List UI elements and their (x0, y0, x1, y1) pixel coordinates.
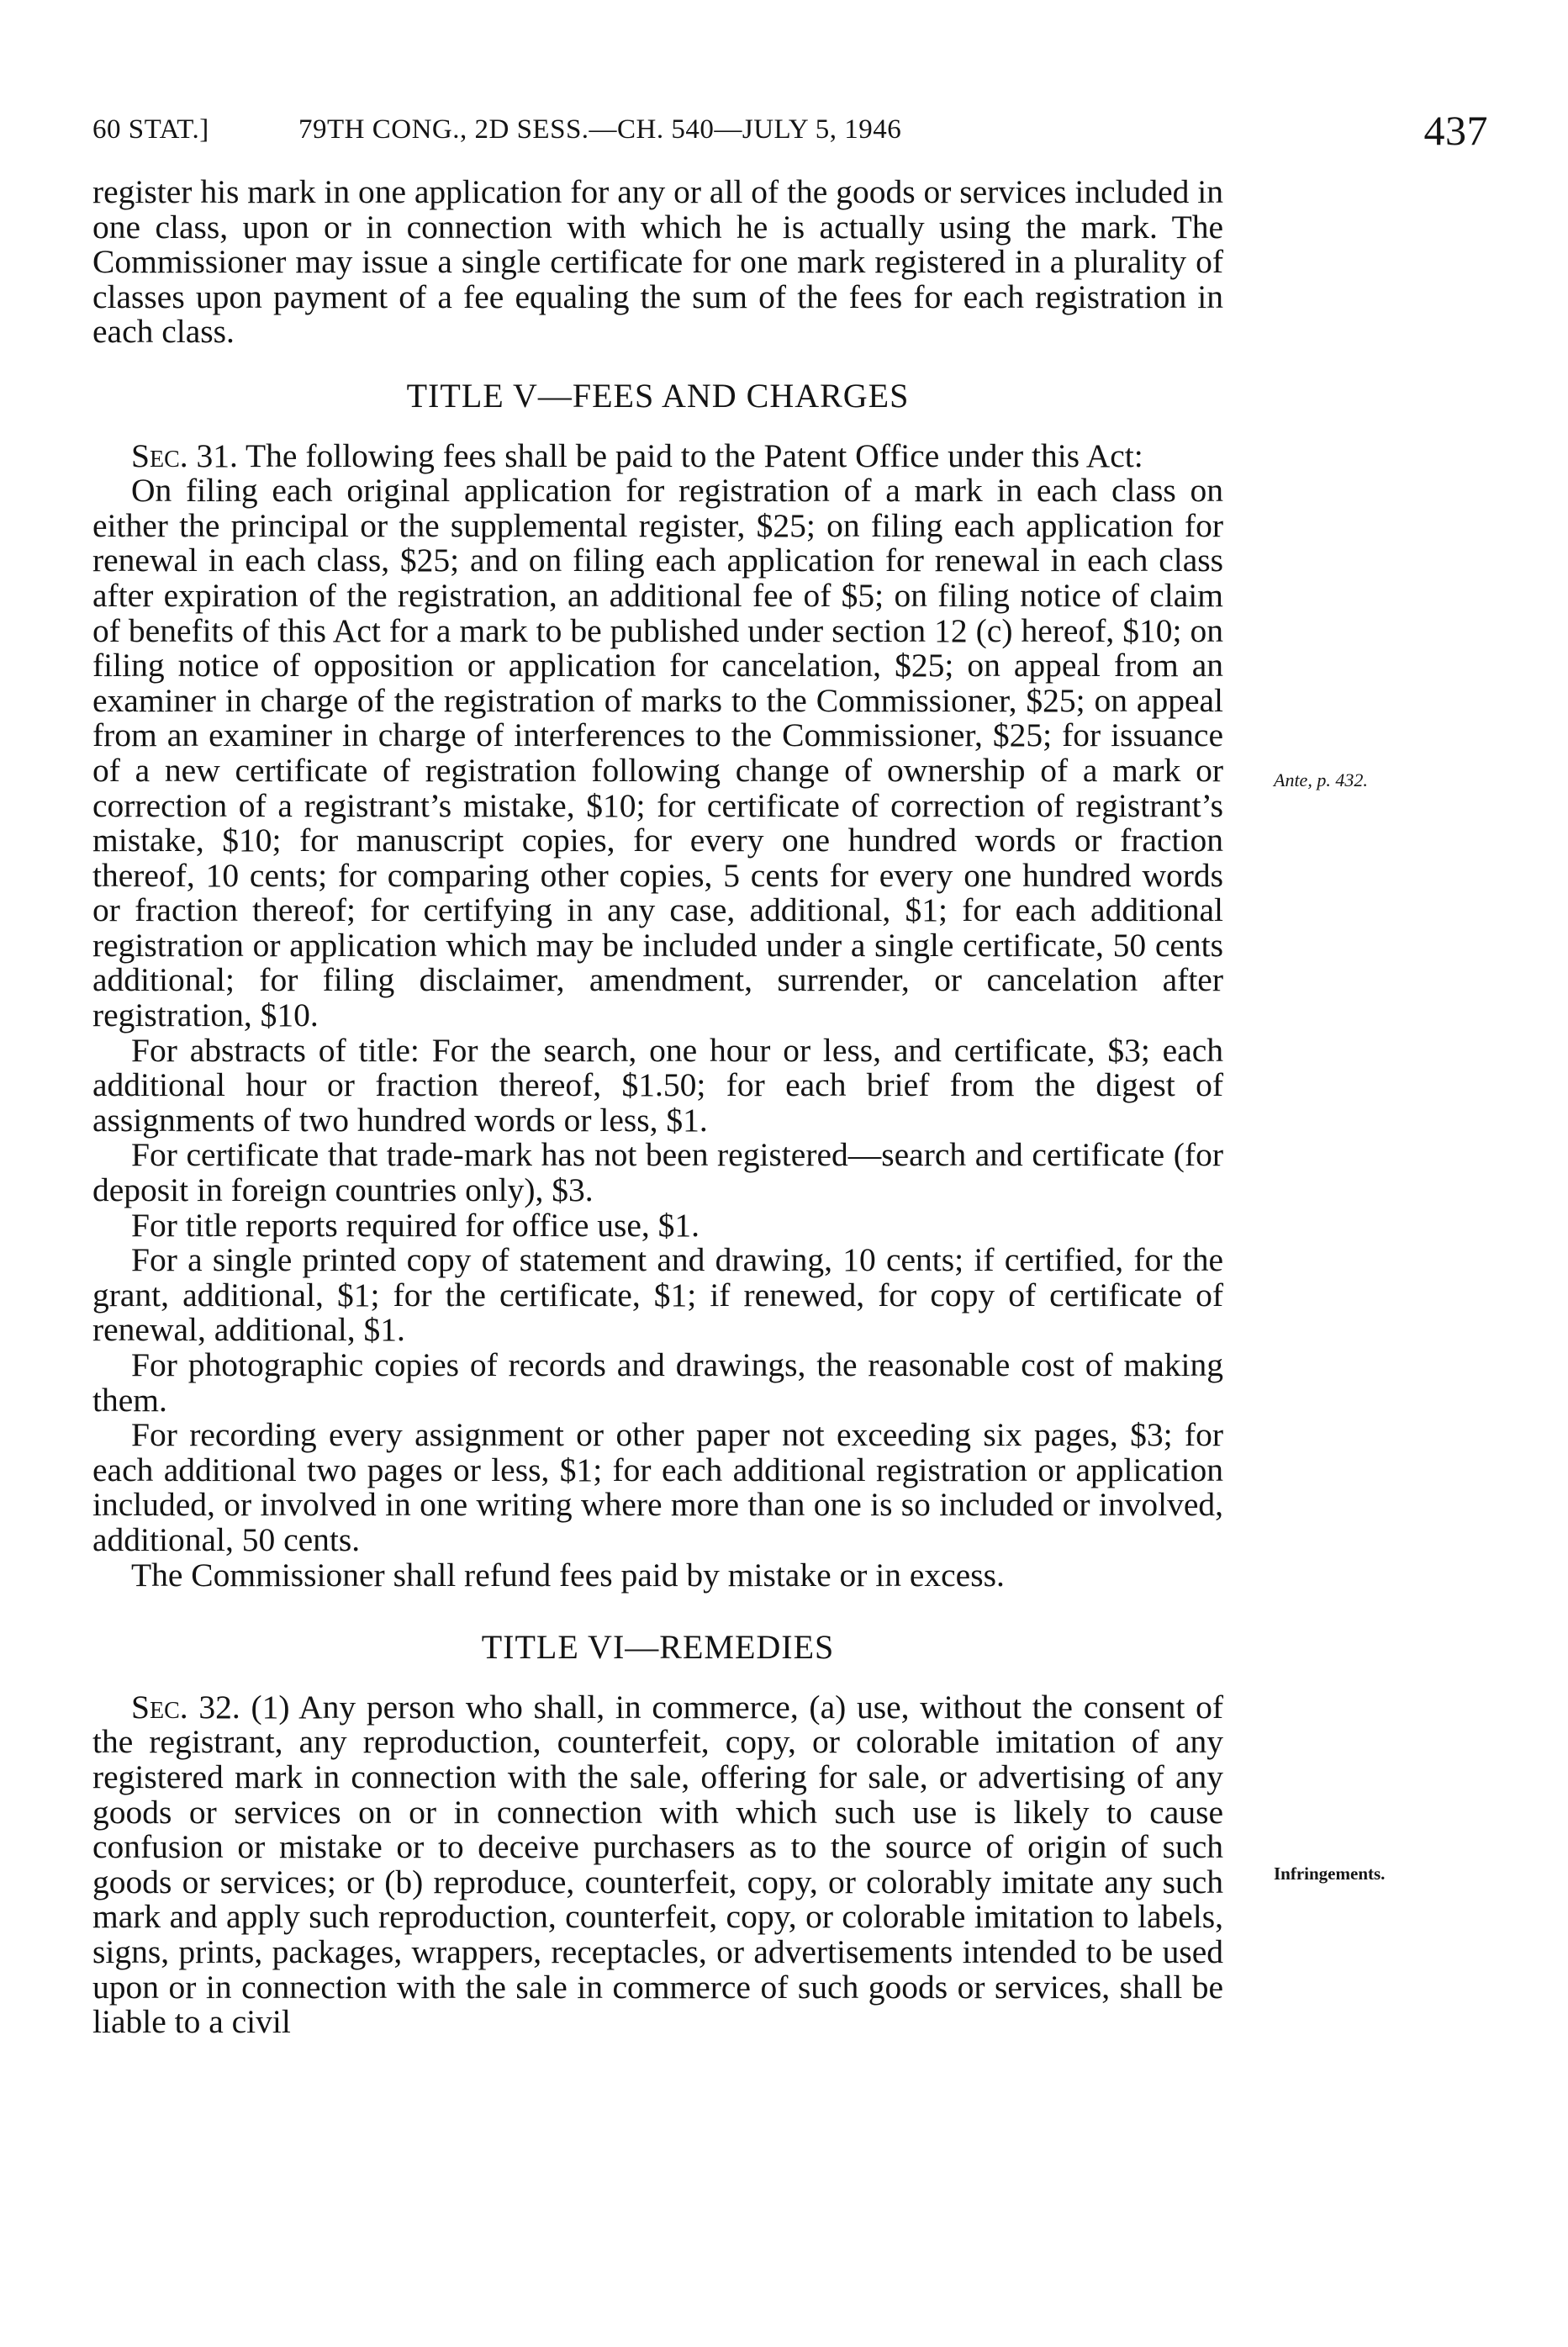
section-31-intro (92, 436, 1223, 474)
page-number: 437 (1423, 107, 1488, 154)
paragraph-certificate: For certificate that trade-mark has not been registered—search and certificate (for deposit in foreign countries only), $3. (92, 1136, 1223, 1209)
paragraph-continuation: register his mark in one application for any or all of the goods or services included in one class, upon or in connection with which he is actually using the mark. The Commissioner may issue a single certificate for one mark registered in a plurality of classes upon payment of a fee equaling the sum of the fees for each registration in each class. (92, 173, 1223, 351)
statute-volume: 60 STAT.] (92, 114, 209, 145)
paragraph-refund: The Commissioner shall refund fees paid by mistake or in excess. (131, 1556, 1005, 1594)
body-text (92, 175, 1223, 2040)
paragraph-recording: For recording every assignment or other paper not exceeding six pages, $3; for each additional two pages or less, $1; for each additional registration or application included, or involved in one writing where more than one is so included or involved, additional, 50 cents. (92, 1416, 1223, 1558)
title-v-heading: TITLE V—FEES AND CHARGES (406, 376, 910, 415)
section-31-text: The following fees shall be paid to the Patent Office under this Act: (245, 436, 1143, 474)
section-32-label: Sec. 32. (131, 1688, 240, 1726)
paragraph-title-reports: For title reports required for office use, $1. (131, 1206, 700, 1244)
running-header (92, 107, 1488, 156)
paragraph-printed-copy: For a single printed copy of statement and drawing, 10 cents; if certified, for the grant, additional, $1; for the certificate, $1; if renewed, for copy of certificate of renewal, additional, $1. (92, 1241, 1223, 1349)
margin-note-infringements: Infringements. (1274, 1863, 1386, 1884)
section-32-paragraph (92, 1690, 1223, 2040)
title-vi-heading: TITLE VI—REMEDIES (481, 1628, 835, 1667)
session-chapter-date: 79TH CONG., 2D SESS.—CH. 540—JULY 5, 1946 (298, 114, 902, 145)
paragraph-abstracts: For abstracts of title: For the search, one hour or less, and certificate, $3; each additional hour or fraction thereof, $1.50; for each brief from the digest of assignments of two hundred words or less, $1. (92, 1031, 1223, 1139)
section-31-label: Sec. 31. (131, 436, 238, 474)
paragraph-photographic-copies: For photographic copies of records and drawings, the reasonable cost of making them. (92, 1346, 1223, 1419)
section-32-text: (1) Any person who shall, in commerce, (a) use, without the consent of the registrant, any reproduction, counterfeit, copy, or colorable imitation of any registered mark in connection with the sale, offering for sale, or advertising of any goods or services on or in connection with which such use is likely to cause confusion or mistake or to deceive purchasers as to the source of origin of such goods or services; or (b) reproduce, counterfeit, copy, or colorably imitate any such mark and apply such reproduction, counterfeit, copy, or colorable imitation to labels, signs, prints, packages, wrappers, receptacles, or advertisements intended to be used upon or in connection with the sale in commerce of such goods or services, shall be liable to a civil (92, 1688, 1224, 2041)
paragraph-filing-fees: On filing each original application for registration of a mark in each class on either the principal or the supplemental register, $25; on filing each application for renewal in each class, $25; and on filing each application for renewal in each class after expiration of the registration, an additional fee of $5; on filing notice of claim of benefits of this Act for a mark to be published under section 12 (c) hereof, $10; on filing notice of opposition or application for cancelation, $25; on appeal from an examiner in charge of the registration of marks to the Commissioner, $25; on appeal from an examiner in charge of interferences to the Commissioner, $25; for issuance of a new certificate of registration following change of ownership of a mark or correction of a registrant’s mistake, $10; for certificate of correction of registrant’s mistake, $10; for manuscript copies, for every one hundred words or fraction thereof, 10 cents; for comparing other copies, 5 cents for every one hundred words or fraction thereof; for certifying in any case, additional, $1; for each additional registration or application which may be included under a single certificate, 50 cents additional; for filing disclaimer, amendment, surrender, or cancelation after registration, $10. (92, 472, 1223, 1034)
margin-note-ante: Ante, p. 432. (1274, 769, 1368, 790)
